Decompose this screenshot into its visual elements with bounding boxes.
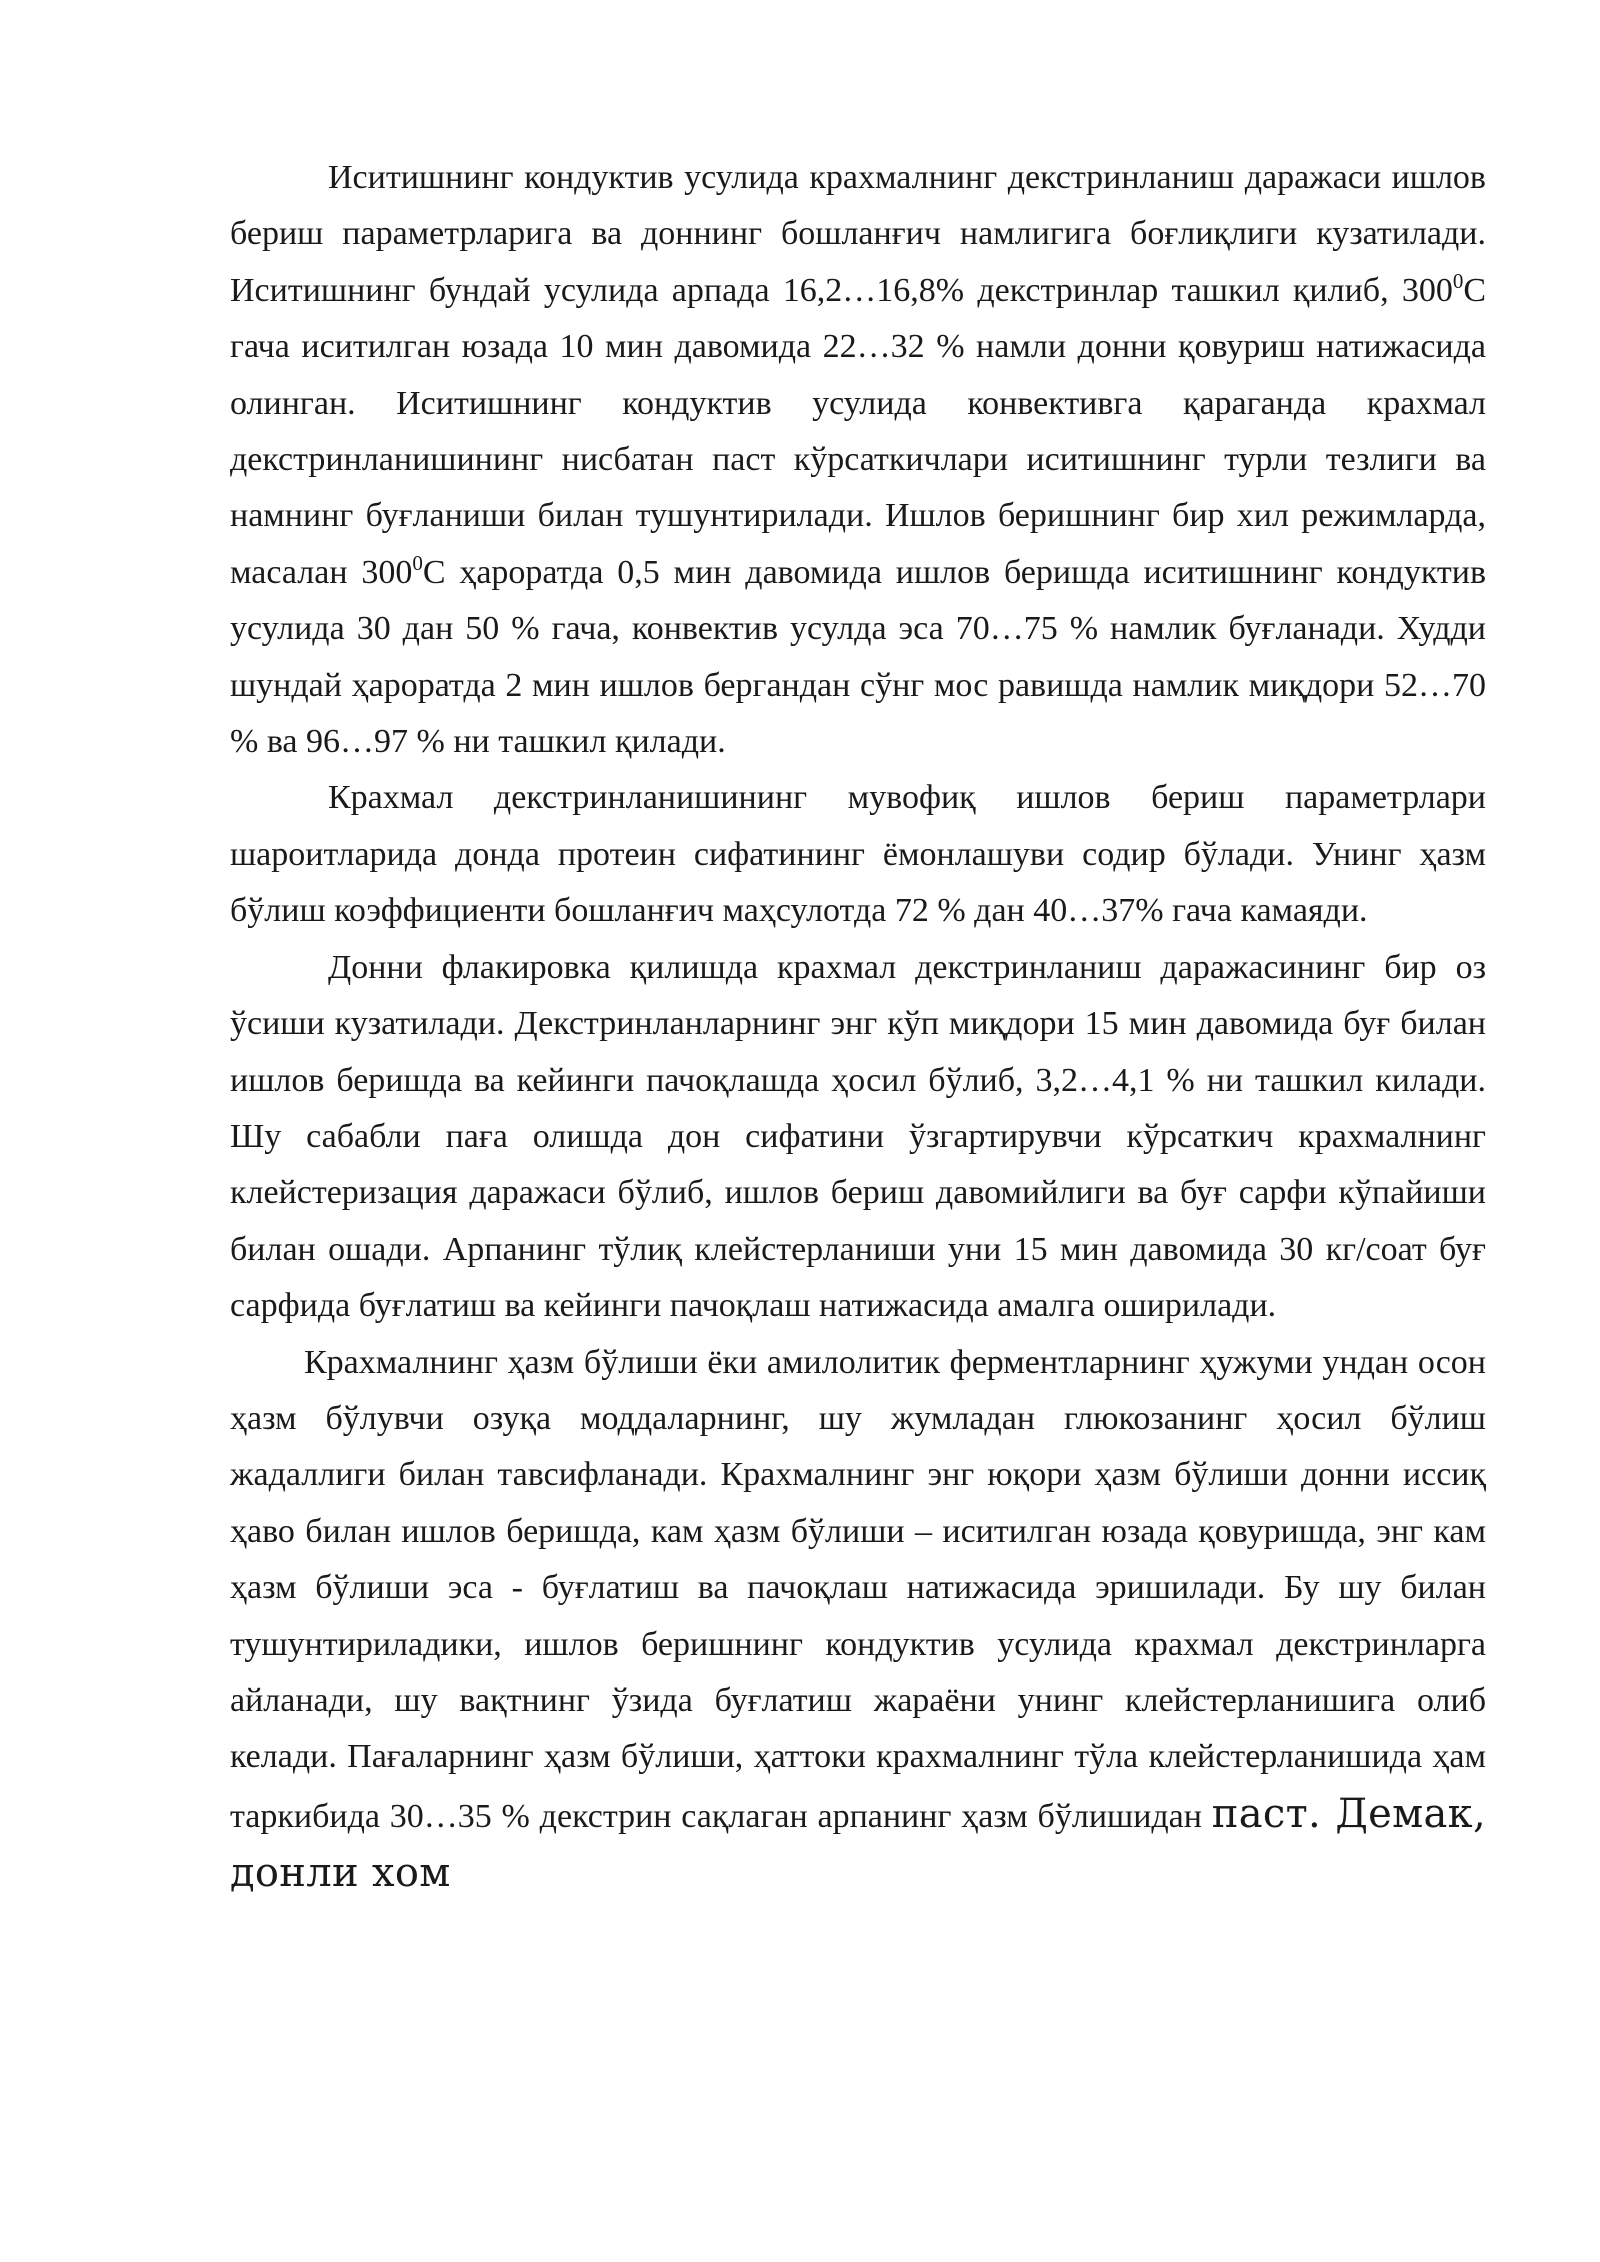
paragraph-4-tail: паст. Демак, донли хом xyxy=(230,1790,1486,1897)
paragraph-1-text-b: С гача иситилган юзада 10 мин давомида 22…32 % намли донни қовуриш натижасида олинган. Иситишнинг кондуктив усулида конвективга қараганда крахмал декстринланишининг нисбатан паст кўрсаткичлари иситишнинг турли тезлиги ва намнинг буғланиши билан тушунтирилади. Ишлов беришнинг бир хил режимларда, масалан 300 xyxy=(230,271,1486,591)
paragraph-2: Крахмал декстринланишининг мувофиқ ишлов бериш параметрлари шароитларида донда протеин сифатининг ёмонлашуви содир бўлади. Унинг ҳазм бўлиш коэффициенти бошланғич маҳсулотда 72 % дан 40…37% гача камаяди. xyxy=(230,779,1486,930)
degree-superscript: 0 xyxy=(412,550,423,575)
paragraph-1-text-a: Иситишнинг кондуктив усулида крахмалнинг декстринланиш даражаси ишлов бериш параметрларига ва доннинг бошланғич намлигига боғлиқлиги кузатилади. Иситишнинг бундай усулида арпада 16,2…16,8% декстринлар ташкил қилиб, 300 xyxy=(230,159,1486,309)
paragraph-4-text: Крахмалнинг ҳазм бўлиши ёки амилолитик ферментларнинг ҳужуми ундан осон ҳазм бўлувчи озуқа моддаларнинг, шу жумладан глюкозанинг ҳосил бўлиш жадаллиги билан тавсифланади. Крахмалнинг энг юқори ҳазм бўлиши донни иссиқ ҳаво билан ишлов беришда, кам ҳазм бўлиши – иситилган юзада қовуришда, энг кам ҳазм бўлиши эса - буғлатиш ва пачоқлаш натижасида эришилади. Бу шу билан тушунтириладики, ишлов беришнинг кондуктив усулида крахмал декстринларга айланади, шу вақтнинг ўзида буғлатиш жараёни унинг клейстерланишига олиб келади. Пағаларнинг ҳазм бўлиши, ҳаттоки крахмалнинг тўла клейстерланишида ҳам таркибида 30…35 % декстрин сақлаган арпанинг ҳазм бўлишидан xyxy=(230,1343,1486,1835)
degree-superscript: 0 xyxy=(1452,268,1464,293)
paragraph-1-text-c: С ҳароратда 0,5 мин давомида ишлов беришда иситишнинг кондуктив усулида 30 дан 50 % гача, конвектив усулда эса 70…75 % намлик буғланади. Худди шундай ҳароратда 2 мин ишлов бергандан сўнг мос равишда намлик миқдори 52…70 % ва 96…97 % ни ташкил қилади. xyxy=(230,553,1486,761)
paragraph-1 xyxy=(230,150,1486,770)
body-text xyxy=(230,150,1486,1905)
paragraph-4 xyxy=(230,1335,1486,1905)
paragraph-3: Донни флакировка қилишда крахмал декстринланиш даражасининг бир оз ўсиши кузатилади. Декстринланларнинг энг кўп миқдори 15 мин давомида буғ билан ишлов беришда ва кейинги пачоқлашда ҳосил бўлиб, 3,2…4,1 % ни ташкил килади. Шу сабабли паға олишда дон сифатини ўзгартирувчи кўрсаткич крахмалнинг клейстеризация даражаси бўлиб, ишлов бериш давомийлиги ва буғ сарфи кўпайиши билан ошади. Арпанинг тўлиқ клейстерланиши уни 15 мин давомида 30 кг/соат буғ сарфида буғлатиш ва кейинги пачоқлаш натижасида амалга оширилади. xyxy=(230,948,1486,1325)
